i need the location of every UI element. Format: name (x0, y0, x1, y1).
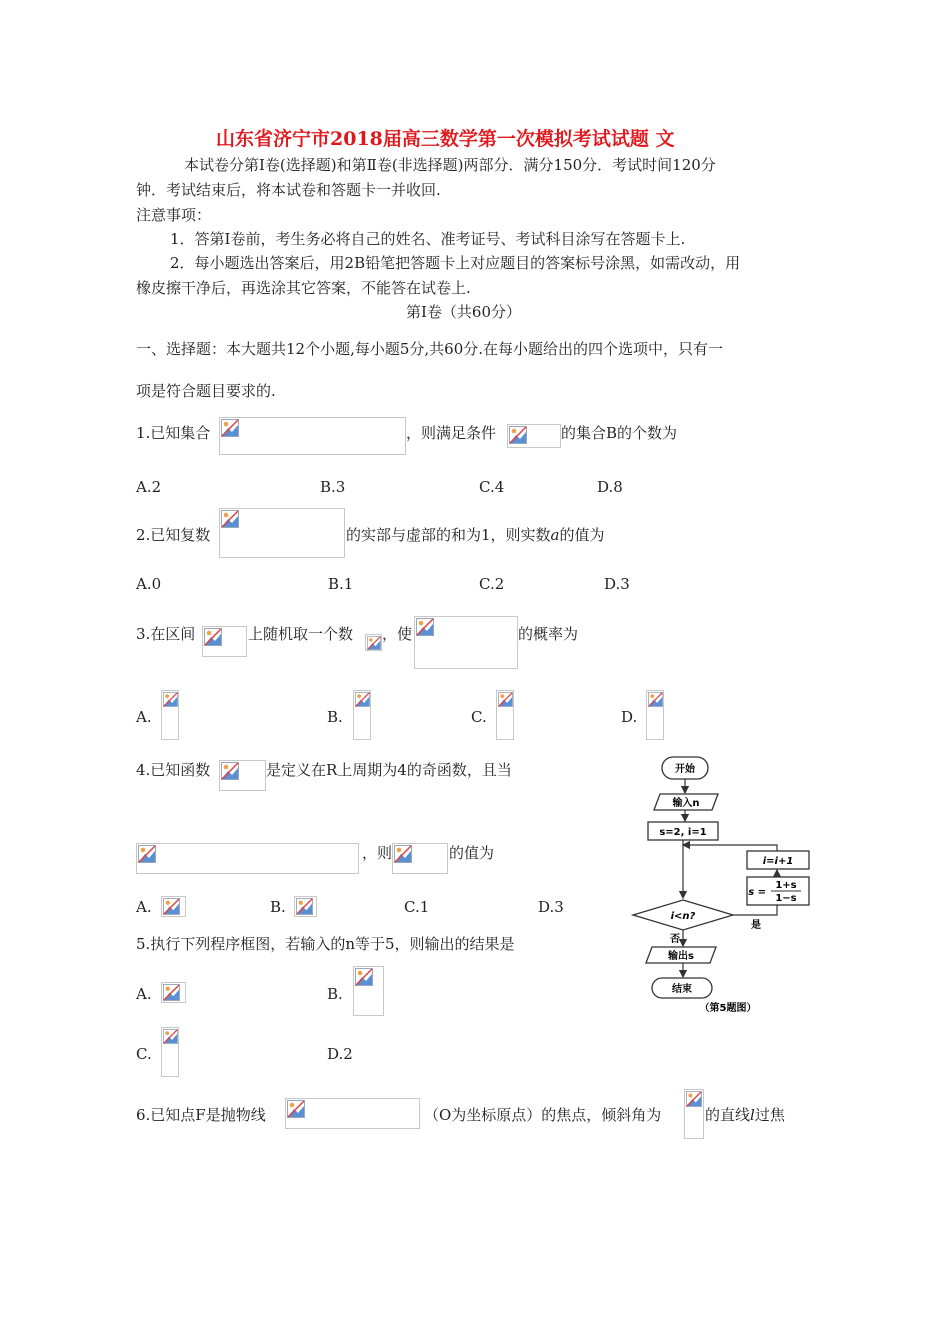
formula-image (353, 966, 384, 1016)
notice-item-2a: 2．每小题选出答案后，用2B铅笔把答题卡上对应题目的答案标号涂黑，如需改动，用 (170, 254, 741, 272)
q3-text-d: 的概率为 (518, 625, 579, 643)
broken-image-icon (163, 898, 180, 915)
flowchart-input-label: 输入n (672, 798, 700, 809)
formula-image (365, 634, 382, 651)
flowchart-s-numerator: 1+s (775, 880, 797, 891)
flowchart-start-label: 开始 (675, 764, 695, 775)
broken-image-icon (163, 984, 180, 1001)
q4-option-d: D.3 (538, 898, 564, 916)
q2-text-b (346, 525, 605, 545)
q4-text-a: 4.已知函数 (136, 761, 211, 779)
section-instructions-1: 一、选择题：本大题共12个小题,每小题5分,共60分.在每小题给出的四个选项中，只有一 (136, 340, 724, 358)
flowchart-diagram (620, 750, 820, 1020)
section-instructions-2: 项是符合题目要求的. (136, 382, 276, 400)
q1-option-b: B.3 (320, 478, 346, 496)
flowchart-init-label: s=2, i=1 (659, 827, 707, 838)
broken-image-icon (686, 1091, 702, 1107)
q5-option-b: B. (327, 985, 343, 1003)
flowchart-i-label: i=i+1 (762, 856, 794, 867)
formula-image (285, 1098, 420, 1129)
flowchart-decision-label: i<n? (670, 911, 696, 922)
q3-text-c: ，使 (382, 625, 413, 643)
q1-text-a: 1.已知集合 (136, 424, 211, 442)
notice-title: 注意事项： (136, 206, 212, 224)
formula-image (294, 896, 317, 917)
formula-image (496, 690, 514, 740)
q6-variable: l (750, 1106, 755, 1124)
q1-text-b: ，则满足条件 (406, 424, 497, 442)
flowchart-end-label: 结束 (672, 984, 692, 995)
q1-text-c: 的集合B的个数为 (561, 424, 678, 442)
q6-text-c-main: 的直线 (705, 1106, 751, 1124)
q4-option-c: C.1 (404, 898, 430, 916)
formula-image (161, 982, 186, 1003)
formula-image (161, 690, 179, 740)
flowchart-s-lhs: s = (748, 887, 766, 898)
formula-image (392, 843, 448, 874)
formula-image (219, 508, 345, 558)
broken-image-icon (221, 762, 239, 780)
intro-line-1: 本试卷分第Ⅰ卷(选择题)和第Ⅱ卷(非选择题)两部分．满分150分．考试时间120分 (184, 156, 716, 174)
broken-image-icon (648, 692, 663, 707)
notice-item-2b: 橡皮擦干净后，再选涂其它答案，不能答在试卷上. (136, 279, 471, 297)
notice-item-1: 1．答第Ⅰ卷前，考生务必将自己的姓名、准考证号、考试科目涂写在答题卡上. (170, 230, 686, 248)
q2-text-c: 的值为 (559, 526, 605, 544)
q5-option-c: C. (136, 1045, 152, 1063)
formula-image (219, 417, 406, 455)
broken-image-icon (296, 898, 313, 915)
broken-image-icon (498, 692, 513, 707)
document-title: 山东省济宁市2018届高三数学第一次模拟考试试题 文 (216, 128, 675, 150)
flowchart-s-denominator: 1−s (775, 893, 797, 904)
q1-option-c: C.4 (479, 478, 505, 496)
broken-image-icon (355, 968, 373, 986)
formula-image (684, 1089, 704, 1139)
q3-text-b: 上随机取一个数 (248, 625, 354, 643)
q6-text-d: 过焦 (754, 1106, 785, 1124)
broken-image-icon (221, 419, 239, 437)
q3-text-a: 3.在区间 (136, 625, 196, 643)
formula-image (353, 690, 371, 740)
formula-image (136, 843, 359, 874)
q5-option-d: D.2 (327, 1045, 353, 1063)
q2-option-c: C.2 (479, 575, 505, 593)
q4-option-a: A. (136, 898, 152, 916)
q2-option-a: A.0 (136, 575, 162, 593)
q5-text: 5.执行下列程序框图，若输入的n等于5，则输出的结果是 (136, 935, 515, 953)
q3-option-b: B. (327, 708, 343, 726)
broken-image-icon (163, 692, 178, 707)
q6-text-c (705, 1105, 785, 1125)
flowchart-caption: （第5题图） (699, 1003, 757, 1014)
q4-text-d: 的值为 (449, 844, 495, 862)
flowchart-no-label: 否 (670, 934, 680, 945)
q6-text-a: 6.已知点F是抛物线 (136, 1106, 266, 1124)
q2-text-b-main: 的实部与虚部的和为1，则实数 (346, 526, 551, 544)
q2-option-b: B.1 (328, 575, 354, 593)
q1-option-a: A.2 (136, 478, 162, 496)
q3-option-a: A. (136, 708, 152, 726)
q2-option-d: D.3 (604, 575, 630, 593)
q4-text-b: 是定义在R上周期为4的奇函数，且当 (266, 761, 512, 779)
flowchart-output-label: 输出s (668, 951, 694, 962)
formula-image (414, 616, 518, 669)
q2-variable: a (550, 526, 560, 544)
broken-image-icon (163, 1029, 178, 1044)
broken-image-icon (287, 1100, 305, 1118)
broken-image-icon (221, 510, 239, 528)
intro-line-2: 钟．考试结束后，将本试卷和答题卡一并收回. (136, 181, 441, 199)
formula-image (161, 1027, 179, 1077)
q6-text-b: （O为坐标原点）的焦点，倾斜角为 (424, 1106, 662, 1124)
formula-image (219, 760, 266, 791)
part-title: 第Ⅰ卷（共60分） (406, 303, 522, 321)
q3-option-c: C. (471, 708, 487, 726)
formula-image (507, 424, 561, 448)
q4-text-c: ，则 (362, 844, 393, 862)
broken-image-icon (416, 618, 434, 636)
broken-image-icon (367, 636, 381, 650)
q5-option-a: A. (136, 985, 152, 1003)
q2-text-a: 2.已知复数 (136, 526, 211, 544)
broken-image-icon (355, 692, 370, 707)
formula-image (646, 690, 664, 740)
flowchart-arrow (683, 845, 777, 851)
broken-image-icon (509, 426, 527, 444)
q1-option-d: D.8 (597, 478, 623, 496)
q4-option-b: B. (270, 898, 286, 916)
broken-image-icon (394, 845, 412, 863)
broken-image-icon (204, 628, 222, 646)
flowchart-yes-label: 是 (751, 920, 761, 931)
broken-image-icon (138, 845, 156, 863)
q3-option-d: D. (621, 708, 638, 726)
formula-image (202, 626, 247, 657)
formula-image (161, 896, 186, 917)
